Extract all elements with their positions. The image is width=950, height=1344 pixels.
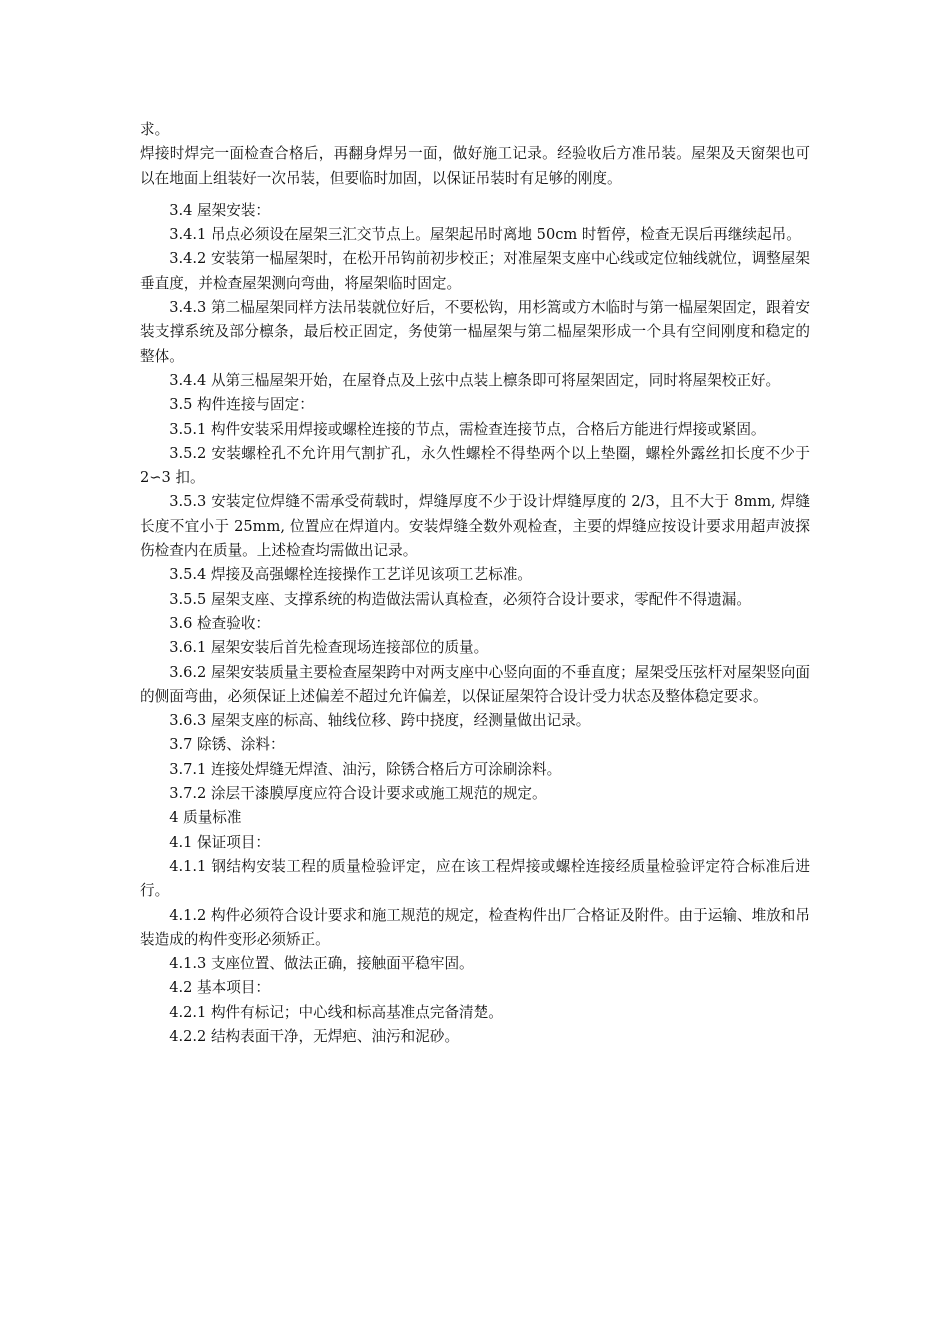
paragraph-3-6-2: 3.6.2 屋架安装质量主要检查屋架跨中对两支座中心竖向面的不垂直度；屋架受压弦杆对屋架竖向面的侧面弯曲，必须保证上述偏差不超过允许偏差，以保证屋架符合设计受力状态及整体稳定要求。 <box>140 663 810 705</box>
paragraph-4-1-2: 4.1.2 构件必须符合设计要求和施工规范的规定，检查构件出厂合格证及附件。由于运输、堆放和吊装造成的构件变形必须矫正。 <box>140 906 810 948</box>
paragraph-4-2-1: 4.2.1 构件有标记；中心线和标高基准点完备清楚。 <box>169 1003 503 1021</box>
heading-3-5: 3.5 构件连接与固定： <box>169 396 314 414</box>
paragraph-3-6-3: 3.6.3 屋架支座的标高、轴线位移、跨中挠度，经测量做出记录。 <box>169 712 591 730</box>
heading-3-4: 3.4 屋架安装： <box>169 201 271 219</box>
paragraph-3-4-2: 3.4.2 安装第一榀屋架时，在松开吊钩前初步校正；对准屋架支座中心线或定位轴线就位，调整屋架垂直度，并检查屋架测向弯曲，将屋架临时固定。 <box>140 250 810 292</box>
paragraph-continuation: 求。 <box>140 121 170 138</box>
paragraph-3-5-5: 3.5.5 屋架支座、支撑系统的构造做法需认真检查，必须符合设计要求，零配件不得遗漏。 <box>169 590 751 608</box>
paragraph-3-4-1: 3.4.1 吊点必须设在屋架三汇交节点上。屋架起吊时离地 50cm 时暂停，检查无误后再继续起吊。 <box>169 226 801 244</box>
paragraph-4-1-3: 4.1.3 支座位置、做法正确，接触面平稳牢固。 <box>169 955 474 973</box>
paragraph-3-5-3: 3.5.3 安装定位焊缝不需承受荷载时，焊缝厚度不少于设计焊缝厚度的 2/3，且不大于 8mm, 焊缝长度不宜小于 25mm, 位置应在焊道内。安装焊缝全数外观检查，主要的焊缝应按设计要求用超声波探伤检查内在质量。上述检查均需做出记录。 <box>140 493 810 560</box>
paragraph-4-1-1: 4.1.1 钢结构安装工程的质量检验评定，应在该工程焊接或螺栓连接经质量检验评定符合标准后进行。 <box>140 857 810 900</box>
paragraph-3-4-4: 3.4.4 从第三榀屋架开始，在屋脊点及上弦中点装上檩条即可将屋架固定，同时将屋架校正好。 <box>169 371 781 389</box>
paragraph-3-7-1: 3.7.1 连接处焊缝无焊渣、油污，除锈合格后方可涂刷涂料。 <box>169 760 562 778</box>
paragraph-3-5-2: 3.5.2 安装螺栓孔不允许用气割扩孔，永久性螺栓不得垫两个以上垫圈，螺栓外露丝扣长度不少于 2∽3 扣。 <box>140 444 810 487</box>
heading-4-2: 4.2 基本项目： <box>169 979 271 997</box>
document-page <box>140 118 810 1049</box>
heading-4-1: 4.1 保证项目： <box>169 833 271 851</box>
paragraph-3-4-3: 3.4.3 第二榀屋架同样方法吊装就位好后，不要松钩，用杉篙或方木临时与第一榀屋架固定，跟着安装支撑系统及部分檩条，最后校正固定，务使第一榀屋架与第二榀屋架形成一个具有空间刚度和稳定的整体。 <box>140 299 810 365</box>
paragraph-3-5-4: 3.5.4 焊接及高强螺栓连接操作工艺详见该项工艺标准。 <box>169 566 533 584</box>
paragraph-4-2-2: 4.2.2 结构表面干净，无焊疤、油污和泥砂。 <box>169 1027 460 1045</box>
heading-3-6: 3.6 检查验收： <box>169 614 271 632</box>
heading-4: 4 质量标准 <box>169 809 242 827</box>
paragraph-welding-note: 焊接时焊完一面检查合格后，再翻身焊另一面，做好施工记录。经验收后方准吊装。屋架及天窗架也可以在地面上组装好一次吊装，但要临时加固，以保证吊装时有足够的刚度。 <box>140 145 810 187</box>
heading-3-7: 3.7 除锈、涂料： <box>169 736 285 754</box>
paragraph-3-6-1: 3.6.1 屋架安装后首先检查现场连接部位的质量。 <box>169 639 489 657</box>
paragraph-3-7-2: 3.7.2 涂层干漆膜厚度应符合设计要求或施工规范的规定。 <box>169 785 547 803</box>
paragraph-3-5-1: 3.5.1 构件安装采用焊接或螺栓连接的节点，需检查连接节点，合格后方能进行焊接或紧固。 <box>169 420 766 438</box>
